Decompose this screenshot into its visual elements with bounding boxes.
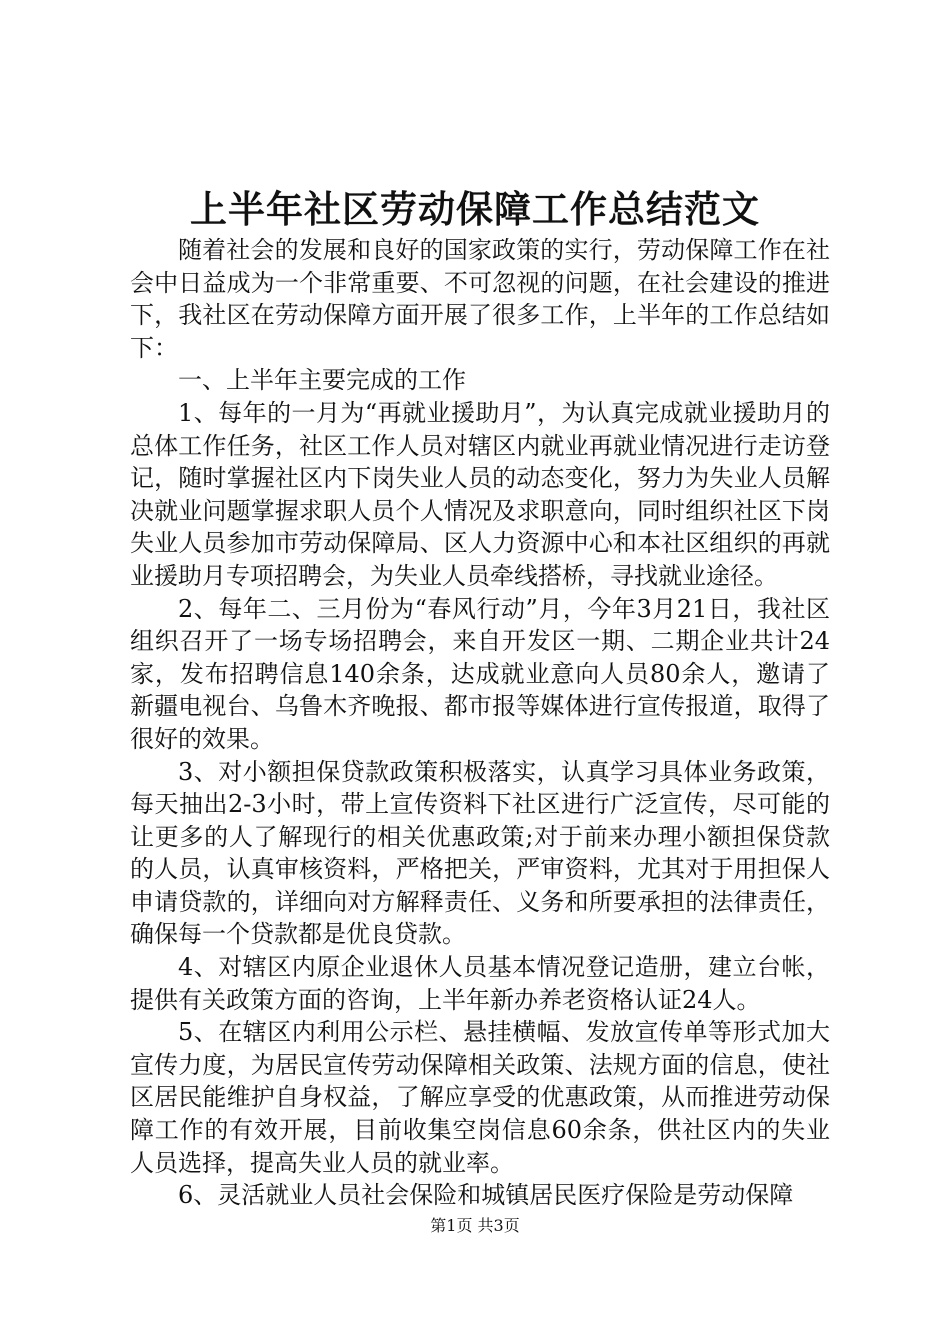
document-title: 上半年社区劳动保障工作总结范文 [190,187,760,231]
paragraph-item-1: 1、每年的一月为“再就业援助月”，为认真完成就业援助月的总体工作任务，社区工作人员对辖区内就业再就业情况进行走访登记，随时掌握社区内下岗失业人员的动态变化，努力为失业人员解决就业问题掌握求职人员个人情况及求职意向，同时组织社区下岗失业人员参加市劳动保障局、区人力资源中心和本社区组织的再就业援助月专项招聘会，为失业人员牵线搭桥，寻找就业途径。 [130,398,830,590]
document-body [130,234,830,1212]
paragraph-intro: 随着社会的发展和良好的国家政策的实行，劳动保障工作在社会中日益成为一个非常重要、不可忽视的问题，在社会建设的推进下，我社区在劳动保障方面开展了很多工作，上半年的工作总结如下： [130,236,830,362]
paragraph-item-6: 6、灵活就业人员社会保险和城镇居民医疗保险是劳动保障 [178,1181,794,1210]
page-number-footer: 第1页 共3页 [430,1216,520,1235]
paragraph-section-heading: 一、上半年主要完成的工作 [178,366,466,395]
paragraph-item-5: 5、在辖区内利用公示栏、悬挂横幅、发放宣传单等形式加大宣传力度，为居民宣传劳动保障相关政策、法规方面的信息，使社区居民能维护自身权益，了解应享受的优惠政策，从而推进劳动保障工作的有效开展，目前收集空岗信息60余条，供社区内的失业人员选择，提高失业人员的就业率。 [130,1018,830,1177]
paragraph-item-3: 3、对小额担保贷款政策积极落实，认真学习具体业务政策，每天抽出2-3小时，带上宣传资料下社区进行广泛宣传，尽可能的让更多的人了解现行的相关优惠政策;对于前来办理小额担保贷款的人员，认真审核资料，严格把关，严审资料，尤其对于用担保人申请贷款的，详细向对方解释责任、义务和所要承担的法律责任，确保每一个贷款都是优良贷款。 [130,757,830,949]
paragraph-item-4: 4、对辖区内原企业退休人员基本情况登记造册，建立台帐，提供有关政策方面的咨询，上半年新办养老资格认证24人。 [130,953,830,1014]
paragraph-item-2: 2、每年二、三月份为“春风行动”月，今年3月21日，我社区组织召开了一场专场招聘会，来自开发区一期、二期企业共计24家，发布招聘信息140余条，达成就业意向人员80余人，邀请了新疆电视台、乌鲁木齐晚报、都市报等媒体进行宣传报道，取得了很好的效果。 [130,594,830,753]
